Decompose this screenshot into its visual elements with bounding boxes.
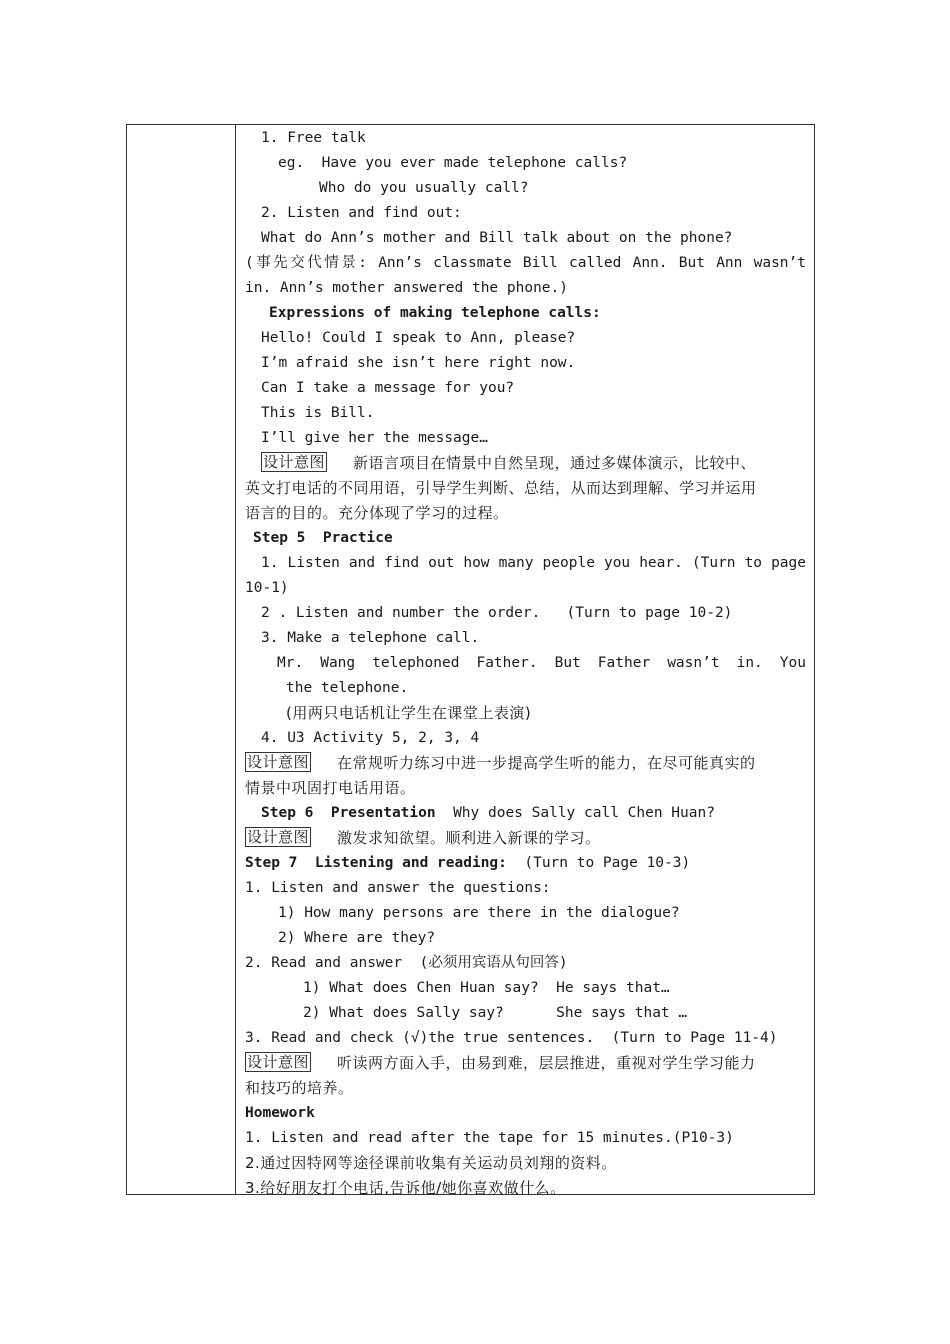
listen-find-heading: 2. Listen and find out:: [261, 205, 462, 221]
expression-3: Can I take a message for you?: [261, 380, 515, 396]
telephone-scenario: Mr. Wang telephoned Father. But Father wasn’t in. You: [277, 655, 806, 671]
step-6-heading: Step 6 Presentation: [261, 805, 436, 821]
design-intent-text: 新语言项目在情景中自然呈现，通过多媒体演示，比较中、: [353, 454, 757, 472]
example-question-2: Who do you usually call?: [319, 180, 529, 196]
expressions-heading: Expressions of making telephone calls:: [269, 305, 601, 321]
practice-item-2: 2 . Listen and number the order. (Turn to page 10-2): [261, 605, 733, 621]
design-intent-4-cont: 和技巧的培养。: [245, 1079, 354, 1097]
design-intent-text: 激发求知欲望。顺利进入新课的学习。: [337, 829, 601, 847]
homework-item-2: 2.通过因特网等途径课前收集有关运动员刘翔的资料。: [245, 1154, 617, 1172]
step-7-page: (Turn to Page 10-3): [506, 855, 691, 871]
expression-5: I’ll give her the message…: [261, 430, 488, 446]
design-intent-2-cont: 情景中巩固打电话用语。: [245, 779, 416, 797]
lesson-plan-table: [126, 124, 815, 1195]
practice-item-3: 3. Make a telephone call.: [261, 630, 480, 646]
reading-question-2: 2) Where are they?: [278, 930, 436, 946]
expression-2: I’m afraid she isn’t here right now.: [261, 355, 576, 371]
design-intent-1-cont-2: 语言的目的。充分体现了学习的过程。: [245, 504, 509, 522]
step-6-line: [261, 801, 814, 826]
homework-heading: Homework: [245, 1105, 315, 1121]
design-intent-label: 设计意图: [263, 453, 326, 471]
homework-item-1: 1. Listen and read after the tape for 15 minutes.(P10-3): [245, 1130, 734, 1146]
answer-question-2: 2) What does Sally say? She says that …: [303, 1005, 688, 1021]
step-7-line: [245, 851, 814, 876]
practice-item-1: 1. Listen and find out how many people you hear. (Turn to page: [261, 555, 806, 571]
situation-note-line-2: in. Ann’s mother answered the phone.): [245, 280, 569, 296]
step-5-heading: Step 5 Practice: [253, 530, 393, 546]
reading-question-1: 1) How many persons are there in the dialogue?: [278, 905, 680, 921]
left-column-cell: [127, 125, 236, 1194]
expression-1: Hello! Could I speak to Ann, please?: [261, 330, 576, 346]
situation-note-line-1: (事先交代情景: Ann’s classmate Bill called Ann. But Ann wasn’t: [245, 255, 806, 271]
example-question-1: eg. Have you ever made telephone calls?: [278, 155, 628, 171]
homework-item-3: 3.给好朋友打个电话,告诉他/她你喜欢做什么。: [245, 1179, 566, 1197]
step-6-question: Why does Sally call Chen Huan?: [435, 805, 715, 821]
reading-task-3: 3. Read and check (√)the true sentences. (Turn to Page 11-4): [245, 1030, 778, 1046]
free-talk-heading: 1. Free talk: [261, 130, 366, 146]
practice-item-1-cont: 10-1): [245, 580, 289, 596]
design-intent-label: 设计意图: [247, 828, 310, 846]
design-intent-text: 听读两方面入手，由易到难，层层推进，重视对学生学习能力: [337, 1054, 756, 1072]
listen-question: What do Ann’s mother and Bill talk about on the phone?: [261, 230, 733, 246]
design-intent-3: [245, 826, 814, 851]
design-intent-4: [245, 1051, 814, 1076]
design-intent-1-cont-1: 英文打电话的不同用语，引导学生判断、总结，从而达到理解、学习并运用: [245, 479, 757, 497]
role-play-note: (用两只电话机让学生在课堂上表演): [286, 704, 532, 722]
expression-4: This is Bill.: [261, 405, 375, 421]
reading-task-2: 2. Read and answer (必须用宾语从句回答): [245, 955, 568, 971]
design-intent-label: 设计意图: [247, 753, 310, 771]
design-intent-1: [261, 451, 814, 476]
step-7-heading: Step 7 Listening and reading:: [245, 855, 507, 871]
practice-item-4: 4. U3 Activity 5, 2, 3, 4: [261, 730, 480, 746]
lesson-content-cell: [237, 125, 814, 1197]
telephone-scenario-cont: the telephone.: [286, 680, 409, 696]
design-intent-label: 设计意图: [247, 1053, 310, 1071]
design-intent-2: [245, 751, 814, 776]
answer-question-1: 1) What does Chen Huan say? He says that…: [303, 980, 670, 996]
reading-task-1: 1. Listen and answer the questions:: [245, 880, 551, 896]
design-intent-text: 在常规听力练习中进一步提高学生听的能力，在尽可能真实的: [337, 754, 756, 772]
